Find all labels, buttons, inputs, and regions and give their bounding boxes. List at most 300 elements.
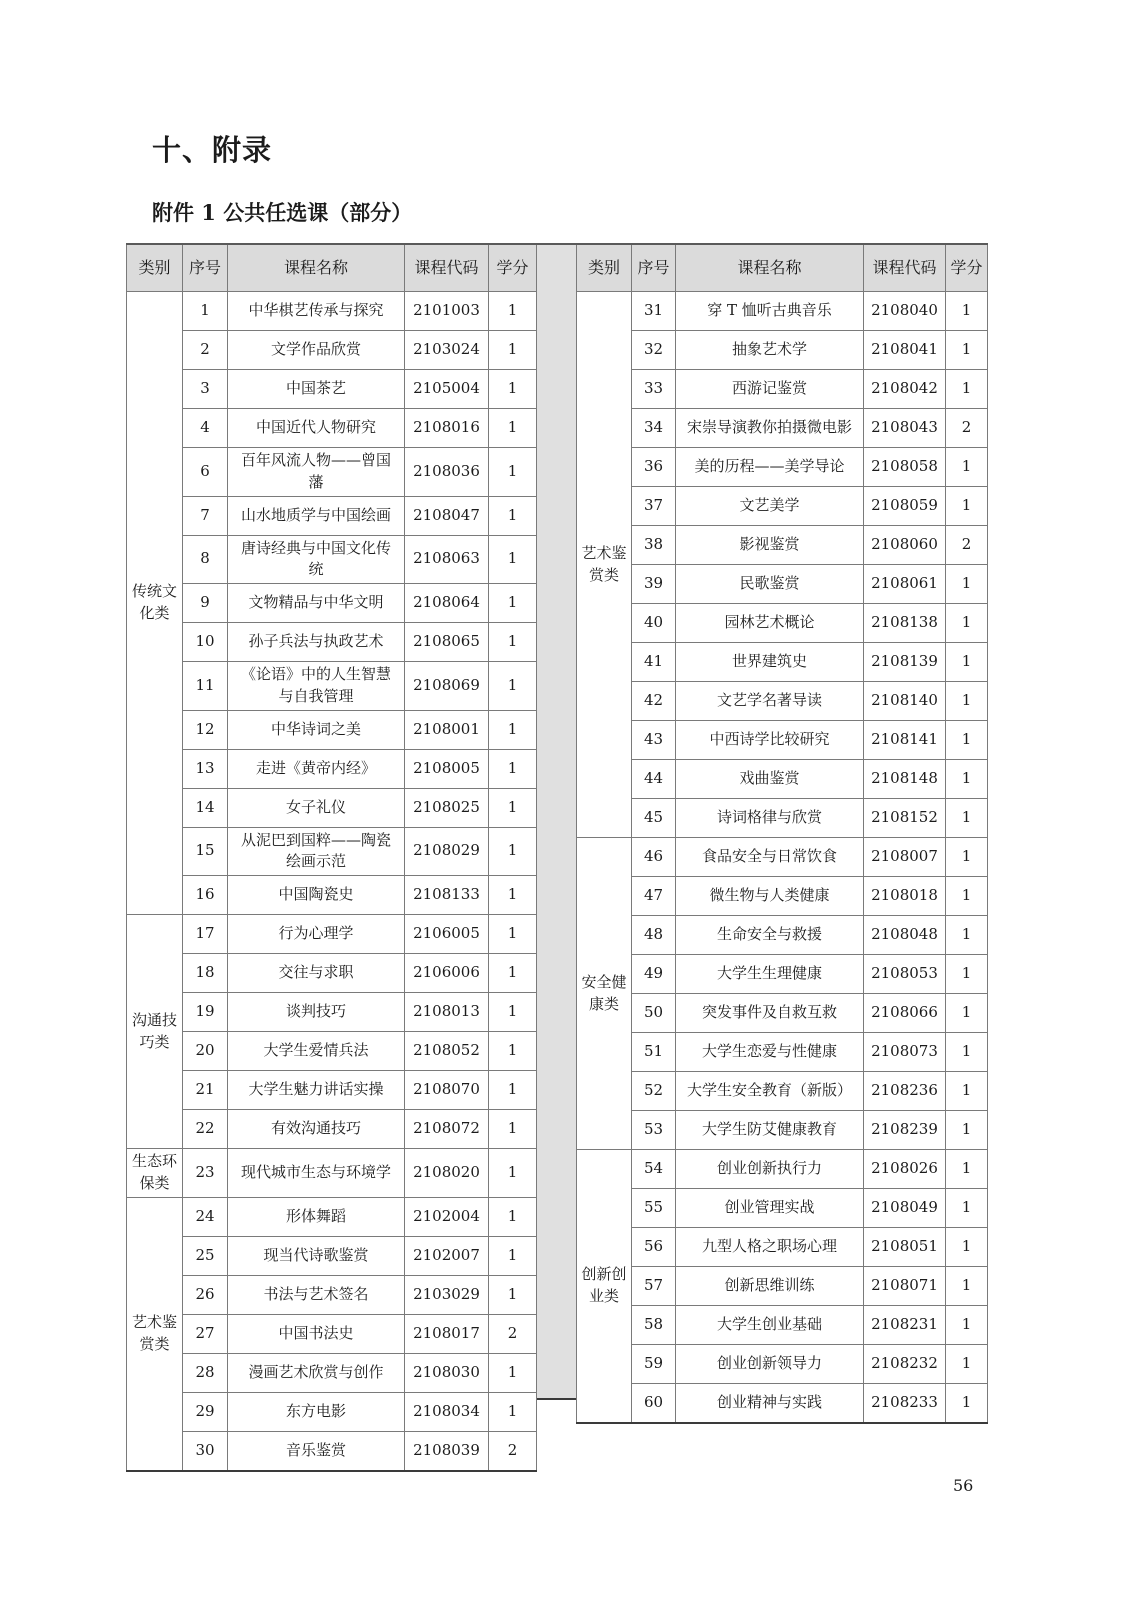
course-code-cell: 2108007 — [864, 838, 946, 877]
course-code-cell: 2108048 — [864, 916, 946, 955]
seq-cell: 12 — [183, 710, 228, 749]
credit-cell: 1 — [489, 1071, 537, 1110]
category-cell: 艺术鉴赏类 — [127, 1197, 183, 1471]
course-row — [577, 409, 988, 448]
course-name-cell: 西游记鉴赏 — [676, 370, 864, 409]
course-row — [577, 1306, 988, 1345]
course-name-cell: 微生物与人类健康 — [676, 877, 864, 916]
course-row — [577, 643, 988, 682]
seq-cell: 50 — [632, 994, 676, 1033]
course-row — [127, 1071, 537, 1110]
course-name-cell: 大学生恋爱与性健康 — [676, 1033, 864, 1072]
course-row — [127, 1236, 537, 1275]
seq-cell: 10 — [183, 623, 228, 662]
credit-cell: 1 — [489, 584, 537, 623]
course-row — [127, 1314, 537, 1353]
credit-cell: 1 — [946, 1306, 988, 1345]
credit-cell: 1 — [946, 1267, 988, 1306]
course-row — [127, 535, 537, 584]
seq-cell: 37 — [632, 487, 676, 526]
course-code-cell: 2105004 — [405, 370, 489, 409]
course-row — [127, 710, 537, 749]
seq-cell: 59 — [632, 1345, 676, 1384]
credit-cell: 1 — [489, 1110, 537, 1149]
course-name-cell: 突发事件及自救互救 — [676, 994, 864, 1033]
seq-cell: 53 — [632, 1111, 676, 1150]
course-name-cell: 影视鉴赏 — [676, 526, 864, 565]
course-code-cell: 2108059 — [864, 487, 946, 526]
attachment-subtitle: 附件 1 公共任选课（部分） — [152, 200, 413, 225]
seq-cell: 57 — [632, 1267, 676, 1306]
course-name-cell: 唐诗经典与中国文化传统 — [228, 535, 405, 584]
course-code-cell: 2108236 — [864, 1072, 946, 1111]
course-row — [577, 1033, 988, 1072]
credit-cell: 1 — [489, 370, 537, 409]
course-code-cell: 2108066 — [864, 994, 946, 1033]
seq-cell: 27 — [183, 1314, 228, 1353]
seq-cell: 29 — [183, 1392, 228, 1431]
course-name-cell: 抽象艺术学 — [676, 331, 864, 370]
header-course-name: 课程名称 — [676, 244, 864, 292]
seq-cell: 34 — [632, 409, 676, 448]
course-name-cell: 大学生魅力讲话实操 — [228, 1071, 405, 1110]
course-code-cell: 2106006 — [405, 954, 489, 993]
course-name-cell: 创业管理实战 — [676, 1189, 864, 1228]
credit-cell: 1 — [489, 662, 537, 711]
seq-cell: 18 — [183, 954, 228, 993]
course-row — [577, 1345, 988, 1384]
seq-cell: 19 — [183, 993, 228, 1032]
credit-cell: 1 — [946, 1150, 988, 1189]
course-name-cell: 食品安全与日常饮食 — [676, 838, 864, 877]
credit-cell: 1 — [946, 487, 988, 526]
course-name-cell: 大学生生理健康 — [676, 955, 864, 994]
course-row — [577, 1111, 988, 1150]
course-code-cell: 2108139 — [864, 643, 946, 682]
credit-cell: 1 — [946, 682, 988, 721]
course-name-cell: 文艺学名著导读 — [676, 682, 864, 721]
credit-cell: 1 — [489, 827, 537, 876]
course-table-right — [576, 243, 988, 1424]
credit-cell: 1 — [946, 1111, 988, 1150]
course-code-cell: 2108061 — [864, 565, 946, 604]
credit-cell: 1 — [946, 760, 988, 799]
credit-cell: 1 — [946, 1345, 988, 1384]
credit-cell: 1 — [489, 749, 537, 788]
course-name-cell: 穿 T 恤听古典音乐 — [676, 292, 864, 331]
course-code-cell: 2108231 — [864, 1306, 946, 1345]
course-name-cell: 创新思维训练 — [676, 1267, 864, 1306]
credit-cell: 2 — [946, 526, 988, 565]
course-name-cell: 山水地质学与中国绘画 — [228, 496, 405, 535]
course-code-cell: 2103024 — [405, 331, 489, 370]
course-row — [127, 915, 537, 954]
course-code-cell: 2108041 — [864, 331, 946, 370]
course-name-cell: 大学生爱情兵法 — [228, 1032, 405, 1071]
credit-cell: 1 — [489, 876, 537, 915]
table-gap-strip — [537, 243, 576, 1400]
course-name-cell: 中国书法史 — [228, 1314, 405, 1353]
course-code-cell: 2108133 — [405, 876, 489, 915]
credit-cell: 1 — [489, 1392, 537, 1431]
seq-cell: 14 — [183, 788, 228, 827]
table-header — [577, 244, 988, 292]
seq-cell: 42 — [632, 682, 676, 721]
credit-cell: 1 — [489, 915, 537, 954]
course-name-cell: 行为心理学 — [228, 915, 405, 954]
course-row — [127, 331, 537, 370]
course-row — [577, 1267, 988, 1306]
course-name-cell: 生命安全与救援 — [676, 916, 864, 955]
course-name-cell: 中西诗学比较研究 — [676, 721, 864, 760]
course-table-left — [126, 243, 537, 1472]
course-code-cell: 2108053 — [864, 955, 946, 994]
credit-cell: 1 — [946, 955, 988, 994]
course-name-cell: 形体舞蹈 — [228, 1197, 405, 1236]
course-row — [577, 760, 988, 799]
course-code-cell: 2108152 — [864, 799, 946, 838]
course-name-cell: 现代城市生态与环境学 — [228, 1149, 405, 1198]
course-code-cell: 2108051 — [864, 1228, 946, 1267]
seq-cell: 58 — [632, 1306, 676, 1345]
course-code-cell: 2108140 — [864, 682, 946, 721]
course-code-cell: 2108065 — [405, 623, 489, 662]
course-row — [577, 370, 988, 409]
course-code-cell: 2102007 — [405, 1236, 489, 1275]
header-seq: 序号 — [632, 244, 676, 292]
course-row — [127, 584, 537, 623]
course-code-cell: 2101003 — [405, 292, 489, 331]
course-name-cell: 漫画艺术欣赏与创作 — [228, 1353, 405, 1392]
credit-cell: 2 — [946, 409, 988, 448]
seq-cell: 16 — [183, 876, 228, 915]
credit-cell: 1 — [946, 643, 988, 682]
seq-cell: 21 — [183, 1071, 228, 1110]
table-header — [127, 244, 537, 292]
course-row — [577, 994, 988, 1033]
course-row — [577, 682, 988, 721]
seq-cell: 13 — [183, 749, 228, 788]
seq-cell: 55 — [632, 1189, 676, 1228]
seq-cell: 1 — [183, 292, 228, 331]
credit-cell: 1 — [489, 1032, 537, 1071]
course-row — [577, 1072, 988, 1111]
page-number: 56 — [953, 1476, 974, 1495]
course-name-cell: 文艺美学 — [676, 487, 864, 526]
course-row — [127, 1197, 537, 1236]
course-row — [577, 955, 988, 994]
seq-cell: 52 — [632, 1072, 676, 1111]
course-code-cell: 2108018 — [864, 877, 946, 916]
credit-cell: 1 — [946, 799, 988, 838]
course-row — [127, 1392, 537, 1431]
category-cell: 传统文化类 — [127, 292, 183, 915]
credit-cell: 1 — [946, 331, 988, 370]
header-course-code: 课程代码 — [405, 244, 489, 292]
category-cell: 生态环保类 — [127, 1149, 183, 1198]
category-cell: 艺术鉴赏类 — [577, 292, 632, 838]
seq-cell: 7 — [183, 496, 228, 535]
course-code-cell: 2108071 — [864, 1267, 946, 1306]
seq-cell: 8 — [183, 535, 228, 584]
seq-cell: 3 — [183, 370, 228, 409]
course-name-cell: 有效沟通技巧 — [228, 1110, 405, 1149]
course-code-cell: 2108069 — [405, 662, 489, 711]
seq-cell: 60 — [632, 1384, 676, 1424]
course-name-cell: 文学作品欣赏 — [228, 331, 405, 370]
course-row — [127, 448, 537, 497]
course-code-cell: 2108017 — [405, 1314, 489, 1353]
course-row — [127, 1149, 537, 1198]
course-code-cell: 2108042 — [864, 370, 946, 409]
credit-cell: 1 — [489, 1197, 537, 1236]
credit-cell: 1 — [489, 448, 537, 497]
course-row — [577, 916, 988, 955]
course-name-cell: 中国茶艺 — [228, 370, 405, 409]
course-row — [127, 1431, 537, 1471]
header-course-code: 课程代码 — [864, 244, 946, 292]
credit-cell: 1 — [489, 623, 537, 662]
seq-cell: 23 — [183, 1149, 228, 1198]
course-name-cell: 谈判技巧 — [228, 993, 405, 1032]
seq-cell: 56 — [632, 1228, 676, 1267]
course-code-cell: 2108073 — [864, 1033, 946, 1072]
course-row — [127, 993, 537, 1032]
seq-cell: 47 — [632, 877, 676, 916]
course-code-cell: 2108063 — [405, 535, 489, 584]
course-name-cell: 大学生安全教育（新版） — [676, 1072, 864, 1111]
credit-cell: 1 — [489, 1236, 537, 1275]
course-code-cell: 2108026 — [864, 1150, 946, 1189]
header-category: 类别 — [577, 244, 632, 292]
seq-cell: 54 — [632, 1150, 676, 1189]
credit-cell: 2 — [489, 1314, 537, 1353]
course-code-cell: 2108049 — [864, 1189, 946, 1228]
course-row — [577, 292, 988, 331]
course-row — [127, 749, 537, 788]
seq-cell: 4 — [183, 409, 228, 448]
course-name-cell: 音乐鉴赏 — [228, 1431, 405, 1471]
credit-cell: 2 — [489, 1431, 537, 1471]
course-name-cell: 园林艺术概论 — [676, 604, 864, 643]
course-row — [127, 662, 537, 711]
course-name-cell: 文物精品与中华文明 — [228, 584, 405, 623]
credit-cell: 1 — [489, 788, 537, 827]
seq-cell: 32 — [632, 331, 676, 370]
course-code-cell: 2108025 — [405, 788, 489, 827]
seq-cell: 44 — [632, 760, 676, 799]
header-credit: 学分 — [489, 244, 537, 292]
credit-cell: 1 — [946, 916, 988, 955]
course-name-cell: 女子礼仪 — [228, 788, 405, 827]
course-code-cell: 2106005 — [405, 915, 489, 954]
course-code-cell: 2108072 — [405, 1110, 489, 1149]
credit-cell: 1 — [946, 565, 988, 604]
course-name-cell: 美的历程——美学导论 — [676, 448, 864, 487]
seq-cell: 9 — [183, 584, 228, 623]
credit-cell: 1 — [489, 496, 537, 535]
course-name-cell: 诗词格律与欣赏 — [676, 799, 864, 838]
category-cell: 安全健康类 — [577, 838, 632, 1150]
course-row — [127, 1110, 537, 1149]
credit-cell: 1 — [946, 292, 988, 331]
course-name-cell: 民歌鉴赏 — [676, 565, 864, 604]
seq-cell: 22 — [183, 1110, 228, 1149]
seq-cell: 39 — [632, 565, 676, 604]
seq-cell: 15 — [183, 827, 228, 876]
course-code-cell: 2108052 — [405, 1032, 489, 1071]
credit-cell: 1 — [489, 993, 537, 1032]
course-row — [577, 331, 988, 370]
credit-cell: 1 — [946, 1072, 988, 1111]
credit-cell: 1 — [489, 1275, 537, 1314]
course-row — [577, 799, 988, 838]
course-code-cell: 2102004 — [405, 1197, 489, 1236]
course-code-cell: 2108138 — [864, 604, 946, 643]
course-name-cell: 宋崇导演教你拍摄微电影 — [676, 409, 864, 448]
seq-cell: 28 — [183, 1353, 228, 1392]
course-code-cell: 2108043 — [864, 409, 946, 448]
credit-cell: 1 — [946, 1033, 988, 1072]
course-code-cell: 2108239 — [864, 1111, 946, 1150]
course-name-cell: 孙子兵法与执政艺术 — [228, 623, 405, 662]
header-seq: 序号 — [183, 244, 228, 292]
course-row — [127, 623, 537, 662]
course-code-cell: 2108030 — [405, 1353, 489, 1392]
course-code-cell: 2108036 — [405, 448, 489, 497]
course-code-cell: 2108060 — [864, 526, 946, 565]
course-row — [577, 1228, 988, 1267]
page-title: 十、附录 — [152, 133, 273, 167]
seq-cell: 11 — [183, 662, 228, 711]
seq-cell: 25 — [183, 1236, 228, 1275]
course-row — [577, 1384, 988, 1424]
course-name-cell: 交往与求职 — [228, 954, 405, 993]
course-row — [577, 604, 988, 643]
course-name-cell: 中华棋艺传承与探究 — [228, 292, 405, 331]
credit-cell: 1 — [946, 1228, 988, 1267]
course-code-cell: 2108016 — [405, 409, 489, 448]
seq-cell: 43 — [632, 721, 676, 760]
credit-cell: 1 — [946, 1384, 988, 1424]
credit-cell: 1 — [946, 1189, 988, 1228]
course-code-cell: 2108039 — [405, 1431, 489, 1471]
course-row — [127, 788, 537, 827]
course-row — [127, 370, 537, 409]
credit-cell: 1 — [946, 370, 988, 409]
seq-cell: 49 — [632, 955, 676, 994]
credit-cell: 1 — [489, 1149, 537, 1198]
course-name-cell: 东方电影 — [228, 1392, 405, 1431]
course-row — [577, 721, 988, 760]
course-row — [127, 827, 537, 876]
seq-cell: 45 — [632, 799, 676, 838]
course-code-cell: 2108013 — [405, 993, 489, 1032]
category-cell: 创新创业类 — [577, 1150, 632, 1424]
course-tables — [126, 243, 988, 1459]
course-row — [577, 877, 988, 916]
course-name-cell: 从泥巴到国粹——陶瓷绘画示范 — [228, 827, 405, 876]
course-row — [127, 1275, 537, 1314]
header-credit: 学分 — [946, 244, 988, 292]
course-code-cell: 2108040 — [864, 292, 946, 331]
course-name-cell: 中国近代人物研究 — [228, 409, 405, 448]
course-code-cell: 2108058 — [864, 448, 946, 487]
credit-cell: 1 — [489, 409, 537, 448]
course-row — [127, 496, 537, 535]
credit-cell: 1 — [946, 838, 988, 877]
header-category: 类别 — [127, 244, 183, 292]
course-row — [577, 487, 988, 526]
seq-cell: 46 — [632, 838, 676, 877]
course-row — [577, 838, 988, 877]
course-code-cell: 2108141 — [864, 721, 946, 760]
course-row — [577, 448, 988, 487]
course-code-cell: 2108020 — [405, 1149, 489, 1198]
course-code-cell: 2108232 — [864, 1345, 946, 1384]
course-code-cell: 2108029 — [405, 827, 489, 876]
course-name-cell: 创业创新执行力 — [676, 1150, 864, 1189]
credit-cell: 1 — [489, 954, 537, 993]
course-name-cell: 现当代诗歌鉴赏 — [228, 1236, 405, 1275]
seq-cell: 31 — [632, 292, 676, 331]
course-row — [577, 1150, 988, 1189]
course-name-cell: 《论语》中的人生智慧与自我管理 — [228, 662, 405, 711]
course-code-cell: 2103029 — [405, 1275, 489, 1314]
course-code-cell: 2108064 — [405, 584, 489, 623]
seq-cell: 20 — [183, 1032, 228, 1071]
course-row — [577, 565, 988, 604]
credit-cell: 1 — [946, 877, 988, 916]
course-name-cell: 世界建筑史 — [676, 643, 864, 682]
course-name-cell: 中华诗词之美 — [228, 710, 405, 749]
course-code-cell: 2108148 — [864, 760, 946, 799]
seq-cell: 17 — [183, 915, 228, 954]
seq-cell: 51 — [632, 1033, 676, 1072]
seq-cell: 48 — [632, 916, 676, 955]
seq-cell: 41 — [632, 643, 676, 682]
course-row — [577, 526, 988, 565]
course-row — [127, 1032, 537, 1071]
credit-cell: 1 — [489, 292, 537, 331]
credit-cell: 1 — [946, 721, 988, 760]
credit-cell: 1 — [489, 710, 537, 749]
course-code-cell: 2108047 — [405, 496, 489, 535]
credit-cell: 1 — [489, 535, 537, 584]
seq-cell: 40 — [632, 604, 676, 643]
credit-cell: 1 — [946, 448, 988, 487]
course-name-cell: 中国陶瓷史 — [228, 876, 405, 915]
seq-cell: 36 — [632, 448, 676, 487]
seq-cell: 2 — [183, 331, 228, 370]
course-name-cell: 百年风流人物——曾国藩 — [228, 448, 405, 497]
course-code-cell: 2108034 — [405, 1392, 489, 1431]
course-name-cell: 走进《黄帝内经》 — [228, 749, 405, 788]
course-code-cell: 2108005 — [405, 749, 489, 788]
course-name-cell: 书法与艺术签名 — [228, 1275, 405, 1314]
course-name-cell: 大学生创业基础 — [676, 1306, 864, 1345]
seq-cell: 6 — [183, 448, 228, 497]
credit-cell: 1 — [946, 604, 988, 643]
course-name-cell: 九型人格之职场心理 — [676, 1228, 864, 1267]
seq-cell: 26 — [183, 1275, 228, 1314]
course-row — [577, 1189, 988, 1228]
seq-cell: 33 — [632, 370, 676, 409]
course-row — [127, 876, 537, 915]
course-name-cell: 创业精神与实践 — [676, 1384, 864, 1424]
course-code-cell: 2108001 — [405, 710, 489, 749]
course-name-cell: 创业创新领导力 — [676, 1345, 864, 1384]
